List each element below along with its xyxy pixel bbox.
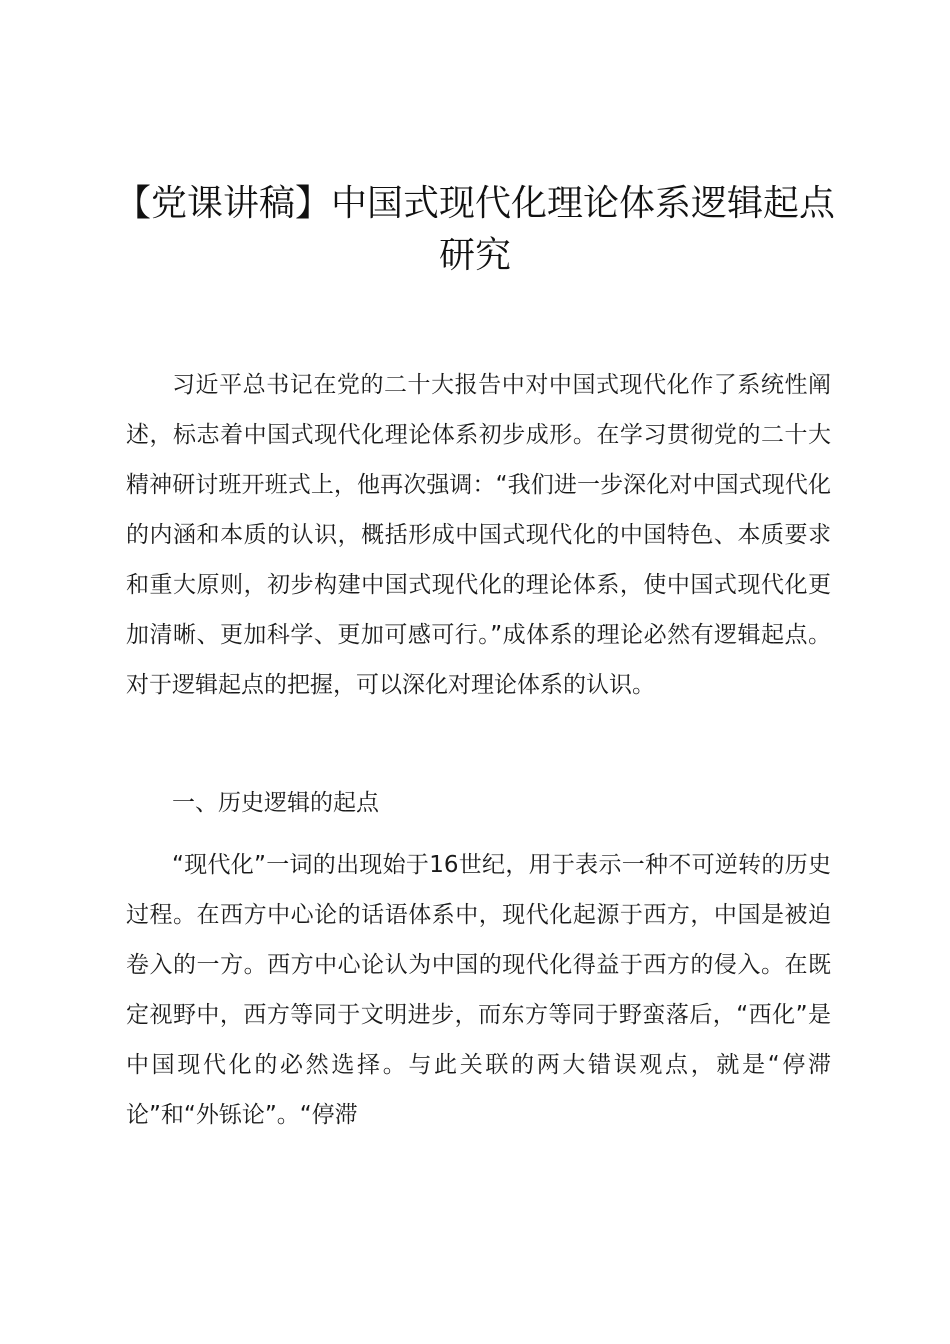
section-paragraph: “现代化”一词的出现始于16世纪，用于表示一种不可逆转的历史过程。在西方中心论的话语体系中，现代化起源于西方，中国是被迫卷入的一方。西方中心论认为中国的现代化得益于西方的侵入。在既定视野中，西方等同于文明进步，而东方等同于野蛮落后，“西化”是中国现代化的必然选择。与此关联的两大错误观点，就是“停滞论”和“外铄论”。“停滞 <box>126 852 831 1128</box>
section-heading: 一、历史逻辑的起点 <box>172 790 379 816</box>
document-title: 【党课讲稿】中国式现代化理论体系逻辑起点研究 <box>114 183 835 276</box>
intro-paragraph: 习近平总书记在党的二十大报告中对中国式现代化作了系统性阐述，标志着中国式现代化理论体系初步成形。在学习贯彻党的二十大精神研讨班开班式上，他再次强调：“我们进一步深化对中国式现代化的内涵和本质的认识，概括形成中国式现代化的中国特色、本质要求和重大原则，初步构建中国式现代化的理论体系，使中国式现代化更加清晰、更加科学、更加可感可行。”成体系的理论必然有逻辑起点。对于逻辑起点的把握，可以深化对理论体系的认识。 <box>126 372 831 698</box>
